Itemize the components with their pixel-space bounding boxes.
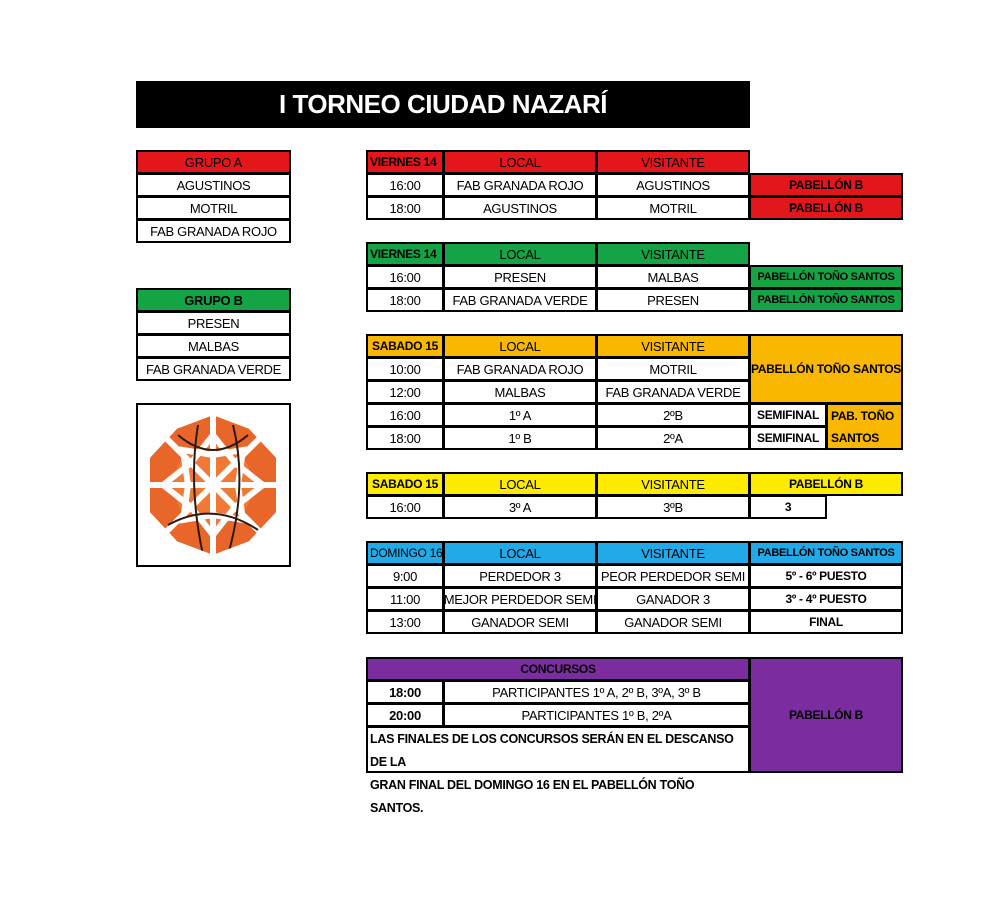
match-time: 18:00 (366, 288, 444, 312)
day-header: DOMINGO 16 (366, 541, 444, 565)
note-line1: LAS FINALES DE LOS CONCURSOS SERÁN EN EL DESCANSO DE LA (370, 732, 734, 769)
group-a-team: AGUSTINOS (136, 173, 291, 197)
group-a-team: FAB GRANADA ROJO (136, 219, 291, 243)
match-time: 16:00 (366, 495, 444, 519)
group-b-team: PRESEN (136, 311, 291, 335)
match-venue: PABELLÓN TOÑO SANTOS (749, 334, 903, 404)
visitante-header: VISITANTE (596, 150, 750, 174)
day-header: SABADO 15 (366, 334, 444, 358)
visitante-header: VISITANTE (596, 242, 750, 266)
note-line2: GRAN FINAL DEL DOMINGO 16 EN EL PABELLÓN TOÑO SANTOS. (370, 778, 695, 815)
match-visitante: FAB GRANADA VERDE (596, 380, 750, 404)
match-venue: PABELLÓN TOÑO SANTOS (749, 265, 903, 289)
concurso-participants: PARTICIPANTES 1º B, 2ºA (443, 703, 750, 727)
basketball-star-icon (138, 405, 289, 565)
semifinal-venue (826, 403, 903, 450)
match-local: 3º A (443, 495, 597, 519)
title-bar (136, 81, 750, 128)
group-b-header: GRUPO B (136, 288, 291, 312)
match-time: 16:00 (366, 403, 444, 427)
local-header: LOCAL (443, 472, 597, 496)
local-header: LOCAL (443, 242, 597, 266)
match-visitante: 2ºB (596, 403, 750, 427)
match-local: 1º A (443, 403, 597, 427)
concurso-participants: PARTICIPANTES 1º A, 2º B, 3ºA, 3º B (443, 680, 750, 704)
concursos-note (366, 726, 750, 815)
concursos-venue: PABELLÓN B (749, 657, 903, 773)
match-phase: 3 (749, 495, 827, 519)
semifinal-venue-line2: SANTOS (831, 430, 879, 445)
local-header: LOCAL (443, 334, 597, 358)
match-venue: PABELLÓN B (749, 196, 903, 220)
match-visitante: AGUSTINOS (596, 173, 750, 197)
concursos-header: CONCURSOS (366, 657, 750, 681)
concurso-time: 18:00 (366, 680, 444, 704)
match-time: 16:00 (366, 265, 444, 289)
match-phase: SEMIFINAL (749, 403, 827, 427)
match-time: 13:00 (366, 610, 444, 634)
group-b-team: MALBAS (136, 334, 291, 358)
match-local: PERDEDOR 3 (443, 564, 597, 588)
match-visitante: PEOR PERDEDOR SEMI (596, 564, 750, 588)
local-header: LOCAL (443, 541, 597, 565)
tournament-logo (136, 403, 291, 567)
match-time: 10:00 (366, 357, 444, 381)
group-b-team: FAB GRANADA VERDE (136, 357, 291, 381)
semifinal-venue-line1: PAB. TOÑO (831, 408, 894, 423)
match-time: 11:00 (366, 587, 444, 611)
match-phase: FINAL (749, 610, 903, 634)
match-venue: PABELLÓN B (749, 173, 903, 197)
match-time: 18:00 (366, 196, 444, 220)
visitante-header: VISITANTE (596, 334, 750, 358)
day-header: VIERNES 14 (366, 150, 444, 174)
match-time: 18:00 (366, 426, 444, 450)
match-local: GANADOR SEMI (443, 610, 597, 634)
visitante-header: VISITANTE (596, 541, 750, 565)
venue-header: PABELLÓN TOÑO SANTOS (749, 541, 903, 565)
match-phase: 3º - 4º PUESTO (749, 587, 903, 611)
match-local: AGUSTINOS (443, 196, 597, 220)
match-visitante: GANADOR SEMI (596, 610, 750, 634)
match-visitante: GANADOR 3 (596, 587, 750, 611)
match-visitante: MOTRIL (596, 357, 750, 381)
match-local: MEJOR PERDEDOR SEMI (443, 587, 597, 611)
page-title: I TORNEO CIUDAD NAZARÍ (279, 89, 607, 119)
match-venue: PABELLÓN TOÑO SANTOS (749, 288, 903, 312)
match-local: 1º B (443, 426, 597, 450)
match-local: PRESEN (443, 265, 597, 289)
match-time: 12:00 (366, 380, 444, 404)
match-visitante: 2ºA (596, 426, 750, 450)
match-local: FAB GRANADA VERDE (443, 288, 597, 312)
concurso-time: 20:00 (366, 703, 444, 727)
day-header: VIERNES 14 (366, 242, 444, 266)
match-local: FAB GRANADA ROJO (443, 357, 597, 381)
group-a-header: GRUPO A (136, 150, 291, 174)
match-visitante: 3ºB (596, 495, 750, 519)
match-time: 16:00 (366, 173, 444, 197)
group-a-team: MOTRIL (136, 196, 291, 220)
match-phase: SEMIFINAL (749, 426, 827, 450)
match-visitante: MALBAS (596, 265, 750, 289)
day-header: SABADO 15 (366, 472, 444, 496)
match-local: FAB GRANADA ROJO (443, 173, 597, 197)
match-phase: 5º - 6º PUESTO (749, 564, 903, 588)
venue-header: PABELLÓN B (749, 472, 903, 496)
match-local: MALBAS (443, 380, 597, 404)
local-header: LOCAL (443, 150, 597, 174)
visitante-header: VISITANTE (596, 472, 750, 496)
match-visitante: MOTRIL (596, 196, 750, 220)
match-visitante: PRESEN (596, 288, 750, 312)
match-time: 9:00 (366, 564, 444, 588)
